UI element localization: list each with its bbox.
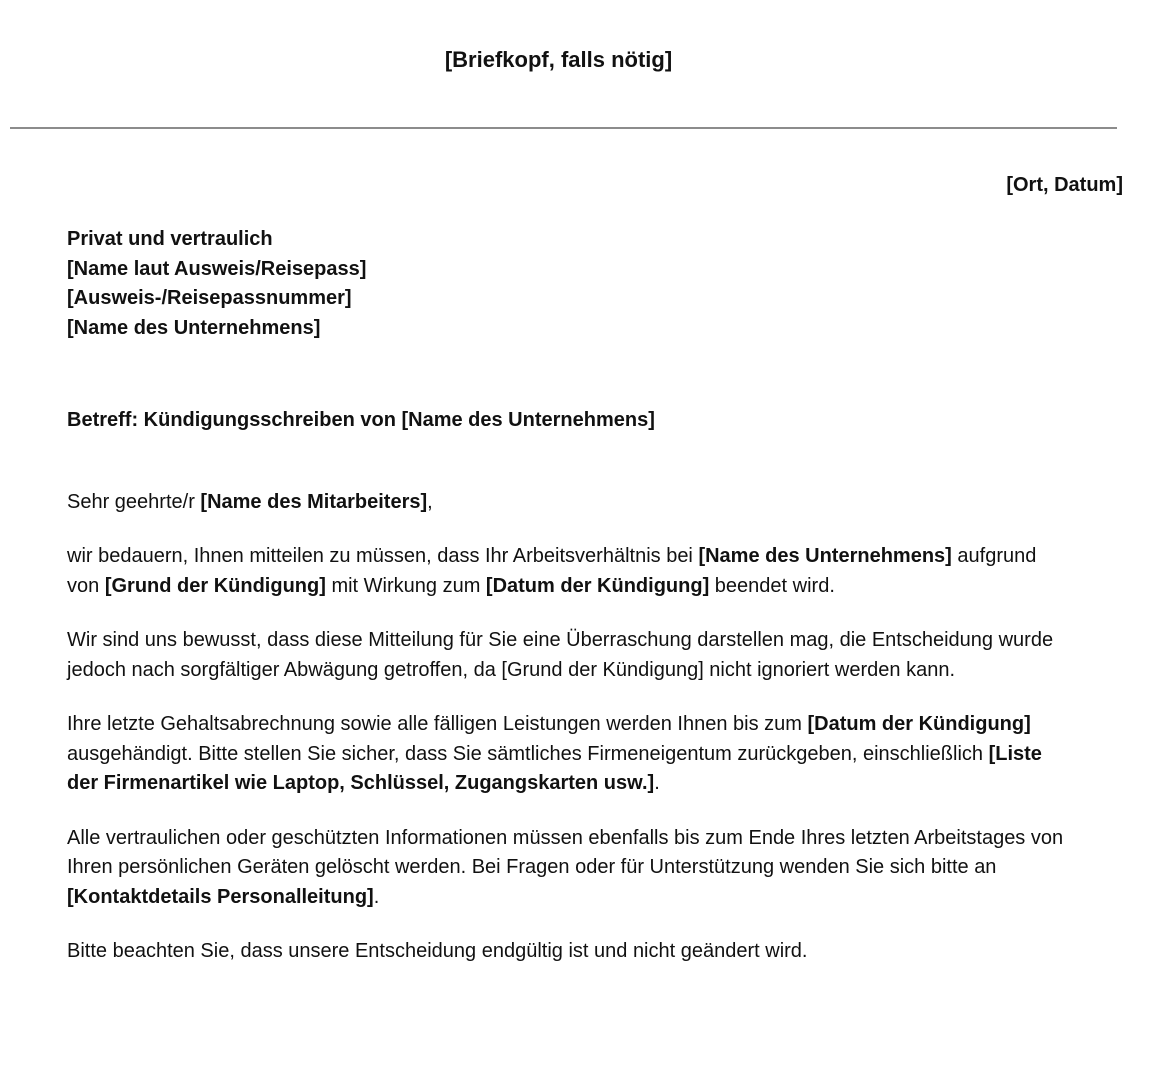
place-date: [Ort, Datum]: [1006, 174, 1123, 196]
recipient-id-number: [Ausweis-/Reisepassnummer]: [67, 287, 352, 309]
p3-text-2: ausgehändigt. Bitte stellen Sie sicher, dass Sie sämtliches Firmeneigentum zurückgeben, einschließlich: [67, 742, 989, 765]
p1-text-2: aufgrund von: [67, 545, 1037, 597]
p1-text-1: wir bedauern, Ihnen mitteilen zu müssen, dass Ihr Arbeitsverhältnis bei: [67, 545, 699, 567]
p1-text-3: mit Wirkung zum: [325, 574, 486, 597]
salutation-name: [Name des Mitarbeiters]: [200, 490, 428, 513]
paragraph-final-decision: Bitte beachten Sie, dass unsere Entscheidung endgültig ist und nicht geändert wird.: [67, 940, 808, 962]
salutation: [67, 488, 1067, 518]
paragraph-termination-notice: [67, 542, 1067, 601]
p4-text-2: .: [373, 885, 380, 908]
recipient-confidential: Privat und vertraulich: [67, 228, 273, 250]
recipient-company: [Name des Unternehmens]: [67, 316, 321, 339]
p3-items-list: [Liste der Firmenartikel wie Laptop, Schlüssel, Zugangskarten usw.]: [67, 742, 1042, 794]
salutation-prefix: Sehr geehrte/r: [67, 490, 201, 513]
p1-reason: [Grund der Kündigung]: [104, 574, 326, 597]
p3-text-1: Ihre letzte Gehaltsabrechnung sowie alle fälligen Leistungen werden Ihnen bis zum: [67, 713, 808, 735]
letter-body: [67, 225, 1067, 967]
header-divider: [10, 127, 1117, 129]
p3-text-3: .: [654, 772, 660, 794]
subject-line: Betreff: Kündigungsschreiben von [Name des Unternehmens]: [67, 409, 655, 431]
p1-company: [Name des Unternehmens]: [698, 545, 952, 567]
recipient-name: [Name laut Ausweis/Reisepass]: [67, 257, 367, 280]
p4-text-1: Alle vertraulichen oder geschützten Informationen müssen ebenfalls bis zum Ende Ihres letzten Arbeitstages von Ihren persönlichen Geräten gelöscht werden. Bei Fragen oder für Unterstützung wenden Sie sich bitte an: [67, 826, 1064, 878]
paragraph-final-pay: [67, 710, 1067, 799]
paragraph-decision: Wir sind uns bewusst, dass diese Mitteilung für Sie eine Überraschung darstellen mag, die Entscheidung wurde jedoch nach sorgfältiger Abwägung getroffen, da [Grund der Kündigung] nicht ignoriert werden kann.: [67, 629, 1054, 681]
p4-hr-contact: [Kontaktdetails Personalleitung]: [67, 885, 374, 908]
salutation-suffix: ,: [427, 490, 433, 513]
letterhead: [Briefkopf, falls nötig]: [444, 47, 673, 72]
p1-date: [Datum der Kündigung]: [485, 574, 710, 597]
recipient-block: [67, 225, 1067, 343]
p3-date: [Datum der Kündigung]: [807, 713, 1031, 735]
p1-text-4: beendet wird.: [709, 574, 835, 597]
paragraph-confidential-info: [67, 824, 1067, 913]
